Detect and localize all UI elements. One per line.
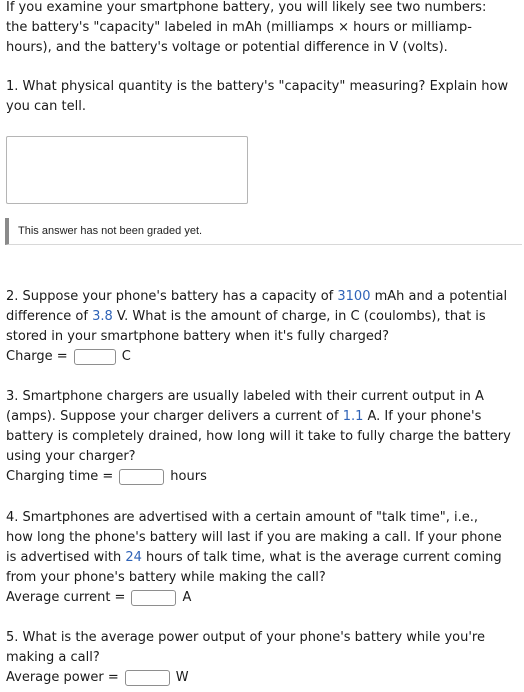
voltage-value: 3.8 <box>92 309 113 324</box>
average-current-label: Average current = <box>6 590 126 605</box>
charging-time-unit: hours <box>170 469 207 484</box>
charge-answer-row <box>6 347 131 367</box>
charging-time-label: Charging time = <box>6 469 114 484</box>
charge-input[interactable] <box>74 349 116 365</box>
question-2-text: 2. Suppose your phone's battery has a capacity of 3100 mAh and a potential difference of 3.8 V. What is the amount of charge, in C (coulombs), that is stored in your smartphone battery when it's fully charged? <box>6 289 508 344</box>
average-power-label: Average power = <box>6 670 119 685</box>
question-5-text: 5. What is the average power output of your phone's battery while you're making a call? <box>6 630 485 665</box>
average-power-answer-row <box>6 668 189 688</box>
current-value: 1.1 <box>342 409 364 424</box>
charging-time-input[interactable] <box>119 469 164 485</box>
average-current-input[interactable] <box>131 590 176 606</box>
charge-label: Charge = <box>6 349 68 364</box>
charging-time-answer-row <box>6 467 207 487</box>
average-current-answer-row <box>6 588 191 608</box>
average-power-unit: W <box>175 670 189 685</box>
average-power-input[interactable] <box>125 670 170 686</box>
question-3-text: 3. Smartphone chargers are usually labeled with their current output in A (amps). Suppose your charger delivers a current of 1.1 A. If your phone's battery is completely drained, how long will it take to fully charge the battery using your charger? <box>6 389 511 464</box>
intro-text: If you examine your smartphone battery, you will likely see two numbers: the battery's "capacity" labeled in mAh (milliamps × hours or milliamp- hours), and the battery's voltage or potential difference in V (volts). <box>6 0 487 55</box>
talk-time-value: 24 <box>125 550 142 565</box>
charge-unit: C <box>121 349 131 364</box>
capacity-value: 3100 <box>337 289 371 304</box>
question-4-text: 4. Smartphones are advertised with a certain amount of "talk time", i.e., how long the phone's battery will last if you are making a call. If your phone is advertised with 24 hours of talk time, what is the average current coming from your phone's battery while making the call? <box>6 510 502 585</box>
question-1-text: 1. What physical quantity is the battery's "capacity" measuring? Explain how you can tell. <box>6 79 509 114</box>
q1-answer-textarea[interactable] <box>6 136 248 204</box>
grading-status-notice: This answer has not been graded yet. <box>5 218 522 245</box>
average-current-unit: A <box>182 590 192 605</box>
